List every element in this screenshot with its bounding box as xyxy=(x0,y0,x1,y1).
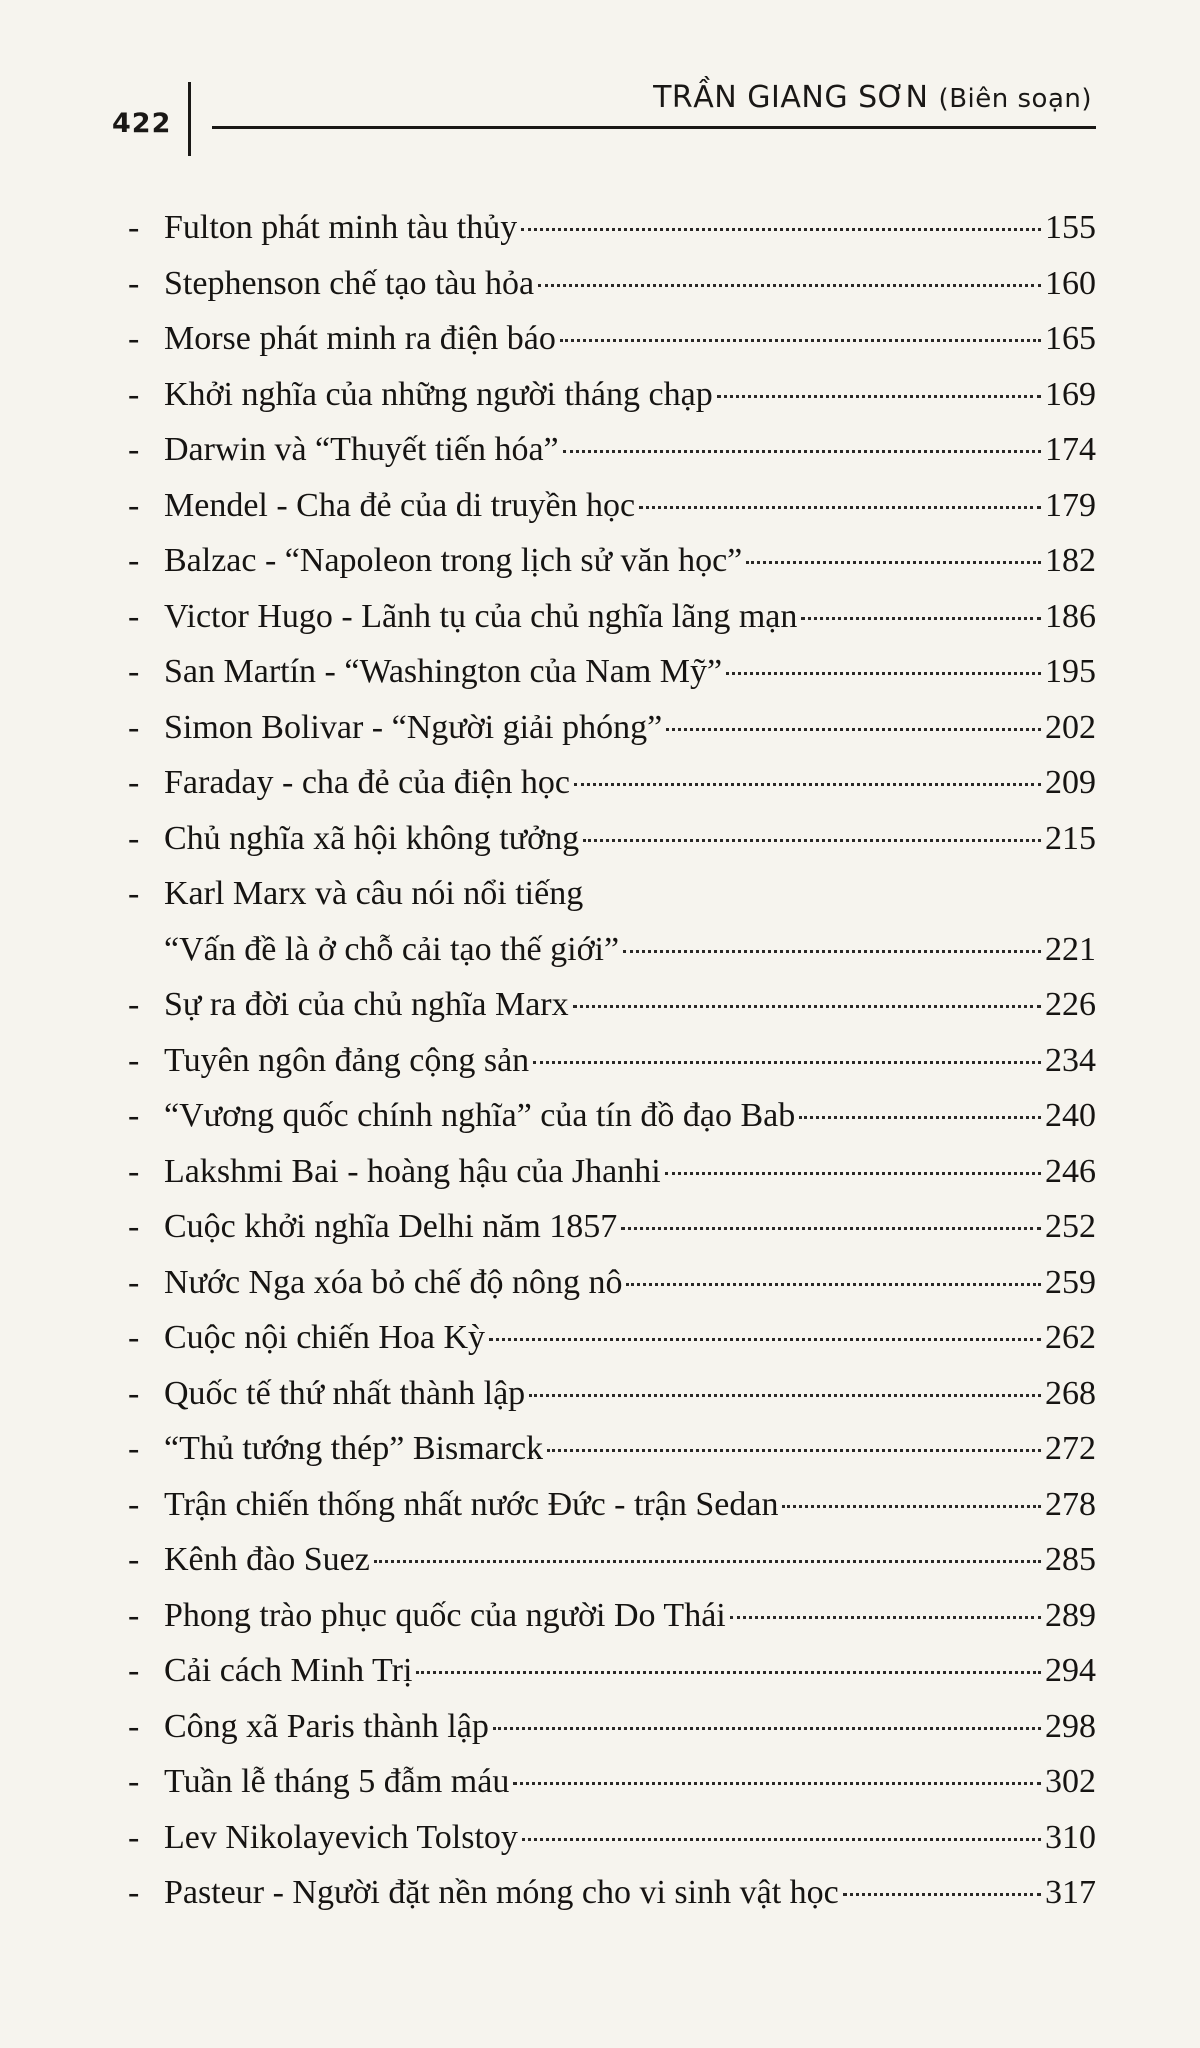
toc-dot-leader xyxy=(746,561,1041,564)
toc-bullet: - xyxy=(128,1707,140,1745)
toc-page-number: 195 xyxy=(1045,653,1096,690)
toc-dot-leader xyxy=(666,728,1041,731)
toc-dot-leader xyxy=(560,339,1041,342)
toc-entry xyxy=(128,256,1096,312)
toc-title: Lakshmi Bai - hoàng hậu của Jhanhi xyxy=(164,1152,661,1190)
toc-page-number: 259 xyxy=(1045,1263,1096,1301)
toc-dot-leader xyxy=(538,284,1041,287)
toc-entry xyxy=(128,811,1096,867)
toc-page-number: 272 xyxy=(1045,1430,1096,1467)
toc-entry xyxy=(128,1366,1096,1422)
toc-bullet: - xyxy=(128,875,140,912)
toc-dot-leader xyxy=(493,1727,1041,1730)
toc-bullet: - xyxy=(128,653,140,690)
toc-line xyxy=(128,1310,1096,1366)
toc-page-number: 174 xyxy=(1045,431,1096,468)
toc-entry xyxy=(128,1088,1096,1144)
toc-page-number: 165 xyxy=(1045,320,1096,357)
toc-page-number: 155 xyxy=(1045,209,1096,246)
toc-page-number: 202 xyxy=(1045,708,1096,746)
toc-title: Tuyên ngôn đảng cộng sản xyxy=(164,1041,530,1079)
toc-line xyxy=(128,1366,1096,1422)
toc-title: Mendel - Cha đẻ của di truyền học xyxy=(164,486,636,524)
toc-line xyxy=(128,977,1096,1033)
toc-page-number: 294 xyxy=(1045,1652,1096,1689)
header-vertical-rule xyxy=(188,82,191,156)
toc-title: San Martín - “Washington của Nam Mỹ” xyxy=(164,653,723,690)
table-of-contents xyxy=(128,200,1096,1921)
toc-bullet: - xyxy=(128,986,140,1023)
toc-page-number: 317 xyxy=(1045,1874,1096,1911)
toc-dot-leader xyxy=(374,1560,1041,1563)
toc-title: Karl Marx và câu nói nổi tiếng xyxy=(164,875,584,912)
toc-entry xyxy=(128,533,1096,589)
toc-line xyxy=(128,1477,1096,1533)
toc-dot-leader xyxy=(621,1227,1041,1230)
toc-bullet: - xyxy=(128,1152,140,1190)
toc-bullet: - xyxy=(128,209,140,246)
header-horizontal-rule xyxy=(212,126,1096,129)
toc-page-number: 289 xyxy=(1045,1596,1096,1634)
toc-bullet: - xyxy=(128,1596,140,1634)
toc-entry xyxy=(128,200,1096,256)
toc-bullet: - xyxy=(128,1041,140,1079)
toc-dot-leader xyxy=(799,1116,1041,1119)
toc-line xyxy=(128,367,1096,423)
toc-line xyxy=(128,1532,1096,1588)
toc-line xyxy=(128,256,1096,312)
toc-title: Sự ra đời của chủ nghĩa Marx xyxy=(164,986,569,1023)
toc-dot-leader xyxy=(717,395,1041,398)
toc-entry xyxy=(128,367,1096,423)
toc-dot-leader xyxy=(639,506,1041,509)
toc-line xyxy=(128,1088,1096,1144)
toc-page-number: 252 xyxy=(1045,1208,1096,1245)
toc-entry xyxy=(128,866,1096,977)
toc-dot-leader xyxy=(416,1671,1041,1674)
toc-entry xyxy=(128,1033,1096,1089)
page-header xyxy=(0,0,1200,150)
toc-line xyxy=(128,1421,1096,1477)
toc-dot-leader xyxy=(522,1838,1041,1841)
toc-line xyxy=(128,866,1096,922)
toc-page-number: 169 xyxy=(1045,375,1096,413)
toc-title: Fulton phát minh tàu thủy xyxy=(164,209,518,246)
toc-bullet: - xyxy=(128,320,140,357)
toc-dot-leader xyxy=(521,228,1041,231)
toc-entry xyxy=(128,1643,1096,1699)
toc-title: Morse phát minh ra điện báo xyxy=(164,320,556,357)
toc-page-number: 298 xyxy=(1045,1707,1096,1745)
toc-page-number: 285 xyxy=(1045,1541,1096,1578)
toc-entry xyxy=(128,1754,1096,1810)
toc-line xyxy=(128,644,1096,700)
toc-page-number: 278 xyxy=(1045,1485,1096,1523)
toc-title: Faraday - cha đẻ của điện học xyxy=(164,764,570,801)
toc-title: “Vương quốc chính nghĩa” của tín đồ đạo Bab xyxy=(164,1097,796,1134)
toc-title: Kênh đào Suez xyxy=(164,1541,370,1578)
toc-title: Quốc tế thứ nhất thành lập xyxy=(164,1374,526,1412)
toc-line xyxy=(128,755,1096,811)
toc-page-number: 182 xyxy=(1045,542,1096,579)
toc-title: Balzac - “Napoleon trong lịch sử văn học” xyxy=(164,542,743,579)
toc-title: Trận chiến thống nhất nước Đức - trận Sedan xyxy=(164,1485,779,1523)
toc-title: Khởi nghĩa của những người tháng chạp xyxy=(164,375,713,413)
toc-bullet: - xyxy=(128,1430,140,1467)
toc-page-number: 215 xyxy=(1045,819,1096,857)
toc-entry xyxy=(128,755,1096,811)
toc-bullet: - xyxy=(128,1874,140,1911)
toc-title: Cuộc nội chiến Hoa Kỳ xyxy=(164,1319,486,1356)
toc-line xyxy=(128,1643,1096,1699)
toc-page-number: 246 xyxy=(1045,1152,1096,1190)
author-name: TRẦN GIANG SƠN xyxy=(653,80,929,115)
toc-entry xyxy=(128,422,1096,478)
toc-title: Lev Nikolayevich Tolstoy xyxy=(164,1818,518,1856)
toc-page-number: 268 xyxy=(1045,1374,1096,1412)
toc-title: Nước Nga xóa bỏ chế độ nông nô xyxy=(164,1263,623,1301)
toc-subtitle: “Vấn đề là ở chỗ cải tạo thế giới” xyxy=(164,930,620,968)
toc-title: Simon Bolivar - “Người giải phóng” xyxy=(164,708,663,746)
toc-line xyxy=(128,422,1096,478)
toc-page-number: 160 xyxy=(1045,264,1096,302)
toc-bullet: - xyxy=(128,1818,140,1856)
toc-title: “Thủ tướng thép” Bismarck xyxy=(164,1430,544,1467)
toc-entry xyxy=(128,1810,1096,1866)
toc-title: Darwin và “Thuyết tiến hóa” xyxy=(164,431,559,468)
toc-bullet: - xyxy=(128,1263,140,1301)
toc-line xyxy=(128,533,1096,589)
toc-page-number: 179 xyxy=(1045,486,1096,524)
toc-bullet: - xyxy=(128,1763,140,1800)
toc-line xyxy=(128,311,1096,367)
toc-dot-leader xyxy=(573,1005,1041,1008)
toc-entry xyxy=(128,1310,1096,1366)
toc-entry xyxy=(128,700,1096,756)
toc-line xyxy=(128,1199,1096,1255)
toc-line xyxy=(128,1588,1096,1644)
toc-dot-leader xyxy=(626,1283,1041,1286)
toc-line xyxy=(128,811,1096,867)
toc-dot-leader xyxy=(529,1394,1041,1397)
toc-page-number: 302 xyxy=(1045,1763,1096,1800)
toc-entry xyxy=(128,589,1096,645)
toc-bullet: - xyxy=(128,486,140,524)
toc-page-number: 226 xyxy=(1045,986,1096,1023)
toc-bullet: - xyxy=(128,542,140,579)
toc-page-number: 209 xyxy=(1045,764,1096,801)
toc-dot-leader xyxy=(513,1782,1041,1785)
toc-bullet: - xyxy=(128,431,140,468)
toc-dot-leader xyxy=(665,1172,1041,1175)
toc-entry xyxy=(128,1588,1096,1644)
toc-line xyxy=(128,1699,1096,1755)
toc-line xyxy=(128,1754,1096,1810)
toc-line xyxy=(128,1865,1096,1921)
toc-entry xyxy=(128,1199,1096,1255)
toc-title: Công xã Paris thành lập xyxy=(164,1707,489,1745)
toc-title: Cải cách Minh Trị xyxy=(164,1652,413,1689)
toc-page-number: 310 xyxy=(1045,1818,1096,1856)
toc-entry xyxy=(128,1699,1096,1755)
toc-dot-leader xyxy=(574,783,1041,786)
toc-bullet: - xyxy=(128,764,140,801)
page-number: 422 xyxy=(112,108,172,139)
toc-bullet: - xyxy=(128,1097,140,1134)
toc-entry xyxy=(128,1421,1096,1477)
toc-bullet: - xyxy=(128,375,140,413)
toc-title: Tuần lễ tháng 5 đẫm máu xyxy=(164,1763,510,1800)
toc-title: Cuộc khởi nghĩa Delhi năm 1857 xyxy=(164,1208,618,1245)
toc-title: Victor Hugo - Lãnh tụ của chủ nghĩa lãng mạn xyxy=(164,597,798,635)
toc-entry xyxy=(128,1255,1096,1311)
toc-entry xyxy=(128,1532,1096,1588)
toc-entry xyxy=(128,977,1096,1033)
toc-entry xyxy=(128,644,1096,700)
toc-bullet: - xyxy=(128,1374,140,1412)
toc-dot-leader xyxy=(547,1449,1041,1452)
toc-bullet: - xyxy=(128,1208,140,1245)
toc-dot-leader xyxy=(583,839,1041,842)
toc-line xyxy=(128,1255,1096,1311)
toc-page-number: 240 xyxy=(1045,1097,1096,1134)
toc-dot-leader xyxy=(623,950,1041,953)
toc-line xyxy=(128,478,1096,534)
toc-bullet: - xyxy=(128,1541,140,1578)
toc-line xyxy=(128,1144,1096,1200)
toc-title: Pasteur - Người đặt nền móng cho vi sinh vật học xyxy=(164,1874,839,1911)
toc-line xyxy=(128,1810,1096,1866)
toc-entry xyxy=(128,1865,1096,1921)
author-credit: (Biên soạn) xyxy=(938,84,1092,114)
toc-bullet: - xyxy=(128,1319,140,1356)
toc-title: Stephenson chế tạo tàu hỏa xyxy=(164,264,535,302)
toc-dot-leader xyxy=(843,1893,1041,1896)
toc-entry xyxy=(128,1144,1096,1200)
toc-page-number: 221 xyxy=(1045,930,1096,968)
toc-line xyxy=(128,589,1096,645)
toc-line xyxy=(128,700,1096,756)
toc-page-number: 186 xyxy=(1045,597,1096,635)
toc-line xyxy=(128,922,1096,978)
toc-page-number: 262 xyxy=(1045,1319,1096,1356)
toc-dot-leader xyxy=(782,1505,1041,1508)
toc-dot-leader xyxy=(801,617,1041,620)
toc-dot-leader xyxy=(489,1338,1041,1341)
toc-dot-leader xyxy=(730,1616,1041,1619)
toc-title: Chủ nghĩa xã hội không tưởng xyxy=(164,819,580,857)
toc-bullet: - xyxy=(128,1485,140,1523)
toc-dot-leader xyxy=(563,450,1041,453)
toc-dot-leader xyxy=(533,1061,1041,1064)
toc-bullet: - xyxy=(128,264,140,302)
toc-bullet: - xyxy=(128,597,140,635)
toc-entry xyxy=(128,478,1096,534)
toc-dot-leader xyxy=(726,672,1041,675)
toc-entry xyxy=(128,1477,1096,1533)
book-author xyxy=(653,80,1092,115)
toc-title: Phong trào phục quốc của người Do Thái xyxy=(164,1596,726,1634)
toc-bullet: - xyxy=(128,819,140,857)
toc-bullet: - xyxy=(128,1652,140,1689)
toc-page-number: 234 xyxy=(1045,1041,1096,1079)
toc-line xyxy=(128,200,1096,256)
toc-entry xyxy=(128,311,1096,367)
toc-bullet: - xyxy=(128,708,140,746)
toc-line xyxy=(128,1033,1096,1089)
